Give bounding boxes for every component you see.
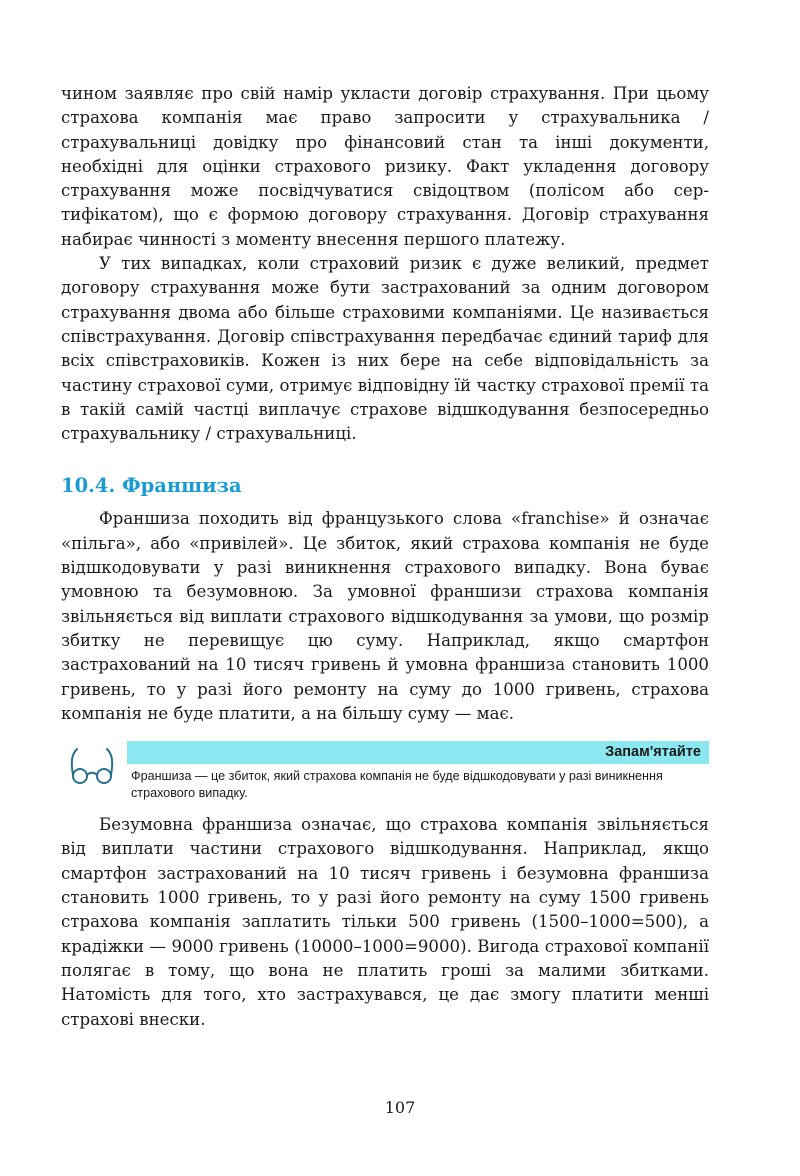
paragraph-continuation: чином заявляє про свій намір укласти договір страхування. При цьому страхова компанія має право запросити у страхувальника / страхувальниці довідку про фінансовий стан та інші документи, необхідні для оцінки страхового ризику. Факт укладення договору страхування може посвідчуватися свідоцтвом (полісом або сертифікатом), що є формою договору страхування. Договір страхування набирає чинності з моменту внесення першого платежу. (61, 84, 709, 249)
section-heading: 10.4. Франшиза (61, 474, 242, 498)
glasses-icon (67, 745, 117, 785)
page-number: 107 (384, 1098, 416, 1117)
page-content (61, 82, 709, 1032)
paragraph-unconditional-franchise: Безумовна франшиза означає, що страхова компанія звільняється від виплати частини страхового відшкодування. Наприклад, якщо смартфон застрахований на 10 тисяч гривень і безумовна франшиза становить 1000 гривень, то у разі його ремонту на суму 1500 гривень страхова компанія заплатить тільки 500 гривень (1500–1000=500), а крадіжки — 9000 гривень (10000–1000=9000). Вигода страхової компанії полягає в тому, що вона не платить гроші за малими збитками. Натомість для того, хто застрахувався, це дає змогу платити менші страхові внески. (61, 815, 709, 1029)
remember-title: Запам'ятайте (605, 744, 701, 761)
remember-box (61, 739, 709, 801)
paragraph-franchise-intro: Франшиза походить від французького слова «franchise» й означає «пільга», або «привілей». Це збиток, який страхова компанія не буде відшкодовувати у разі виникнення страхового випадку. Вона буває умовною та безумовною. За умовної франшизи страхова компанія звільняється від виплати страхового відшкодування за умови, що розмір збитку не перевищує цю суму. Наприклад, якщо смартфон застрахований на 10 тисяч гривень й умовна франшиза становить 1000 гривень, то у разі його ремонту на суму до 1000 гривень, страхова компанія не буде платити, а на більшу суму — має. (61, 509, 709, 723)
remember-text: Франшиза — це збиток, який страхова компанія не буде відшкодовувати у разі виникнення страхового випадку. (131, 769, 663, 800)
paragraph-coinsurance: У тих випадках, коли страховий ризик є дуже великий, предмет договору страхування може бути застрахований за одним договором страхування двома або більше страховими компаніями. Це називається співстрахування. Договір співстрахування передбачає єдиний тариф для всіх співстраховиків. Кожен із них бере на себе відповідальність за частину страхової суми, отримує відповідну їй частку страхової премії та в такій самій частці виплачує страхове відшкодування безпосередньо страхувальнику / страхувальниці. (61, 254, 709, 444)
remember-bar (127, 741, 709, 764)
